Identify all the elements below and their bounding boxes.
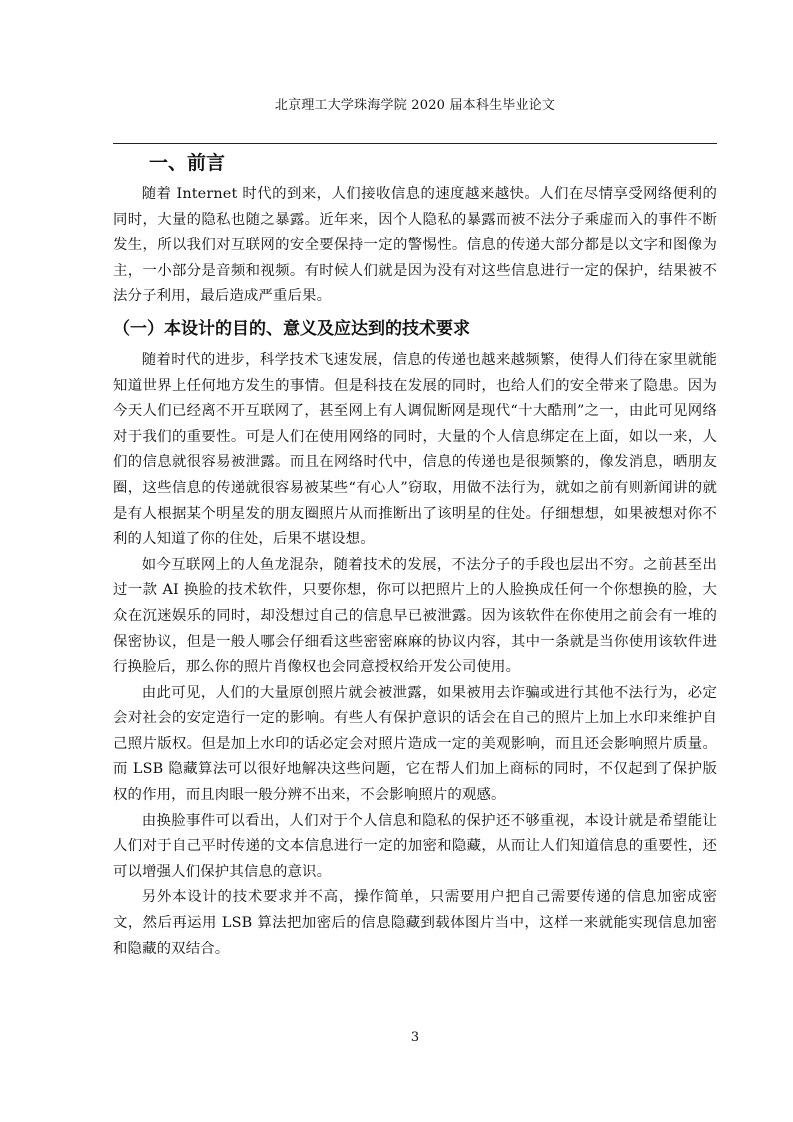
body-paragraph: 由此可见，人们的大量原创照片就会被泄露，如果被用去诈骗或进行其他不法行为，必定会对社会的安定造行一定的影响。有些人有保护意识的话会在自己的照片上加上水印来维护自己照片版权。但是加上水印的话必定会对照片造成一定的美观影响，而且还会影响照片质量。而 LSB 隐藏算法可以很好地解决这些问题，它在帮人们加上商标的同时，不仅起到了保护版权的作用，而且肉眼一般分辨不出来，不会影响照片的观感。 [113, 684, 717, 804]
running-header: 北京理工大学珠海学院 2020 届本科生毕业论文 [274, 98, 556, 113]
page-number: 3 [410, 1030, 420, 1045]
page-body [113, 148, 717, 962]
body-paragraph: 随着时代的进步，科学技术飞速发展，信息的传递也越来越频繁，使得人们待在家里就能知道世界上任何地方发生的事情。但是科技在发展的同时，也给人们的安全带来了隐患。因为今天人们已经离不开互联网了，甚至网上有人调侃断网是现代“十大酷刑”之一，由此可见网络对于我们的重要性。可是人们在使用网络的同时，大量的个人信息绑定在上面，如以一来，人们的信息就很容易被泄露。而且在网络时代中，信息的传递也是很频繁的，像发消息，晒朋友圈，这些信息的传递就很容易被某些“有心人”窃取，用做不法行为，就如之前有则新闻讲的就是有人根据某个明星发的朋友圈照片从而推断出了该明星的住处。仔细想想，如果被想对你不利的人知道了你的住处，后果不堪设想。 [113, 351, 717, 548]
body-paragraph: 另外本设计的技术要求并不高，操作简单，只需要用户把自己需要传递的信息加密成密文，然后再运用 LSB 算法把加密后的信息隐藏到载体图片当中，这样一来就能实现信息加密和隐藏的双结合。 [113, 889, 717, 957]
body-paragraph: 如今互联网上的人鱼龙混杂，随着技术的发展，不法分子的手段也层出不穷。之前甚至出过一款 AI 换脸的技术软件，只要你想，你可以把照片上的人脸换成任何一个你想换的脸，大众在沉迷娱乐的同时，却没想过自己的信息早已被泄露。因为该软件在你使用之前会有一堆的保密协议，但是一般人哪会仔细看这些密密麻麻的协议内容，其中一条就是当你使用该软件进行换脸后，那么你的照片肖像权也会同意授权给开发公司使用。 [113, 556, 717, 676]
header-rule [113, 143, 717, 144]
intro-paragraph: 随着 Internet 时代的到来，人们接收信息的速度越来越快。人们在尽情享受网络便利的同时，大量的隐私也随之暴露。近年来，因个人隐私的暴露而被不法分子乘虚而入的事件不断发生，所以我们对互联网的安全要保持一定的警惕性。信息的传递大部分都是以文字和图像为主，一小部分是音频和视频。有时候人们就是因为没有对这些信息进行一定的保护，结果被不法分子利用，最后造成严重后果。 [113, 186, 717, 305]
section-heading: 一、前言 [149, 152, 226, 174]
body-paragraph: 由换脸事件可以看出，人们对于个人信息和隐私的保护还不够重视，本设计就是希望能让人们对于自己平时传递的文本信息进行一定的加密和隐藏，从而让人们知道信息的重要性，还可以增强人们保护其信息的意识。 [113, 812, 717, 880]
subsection-heading: （一）本设计的目的、意义及应达到的技术要求 [113, 318, 470, 339]
